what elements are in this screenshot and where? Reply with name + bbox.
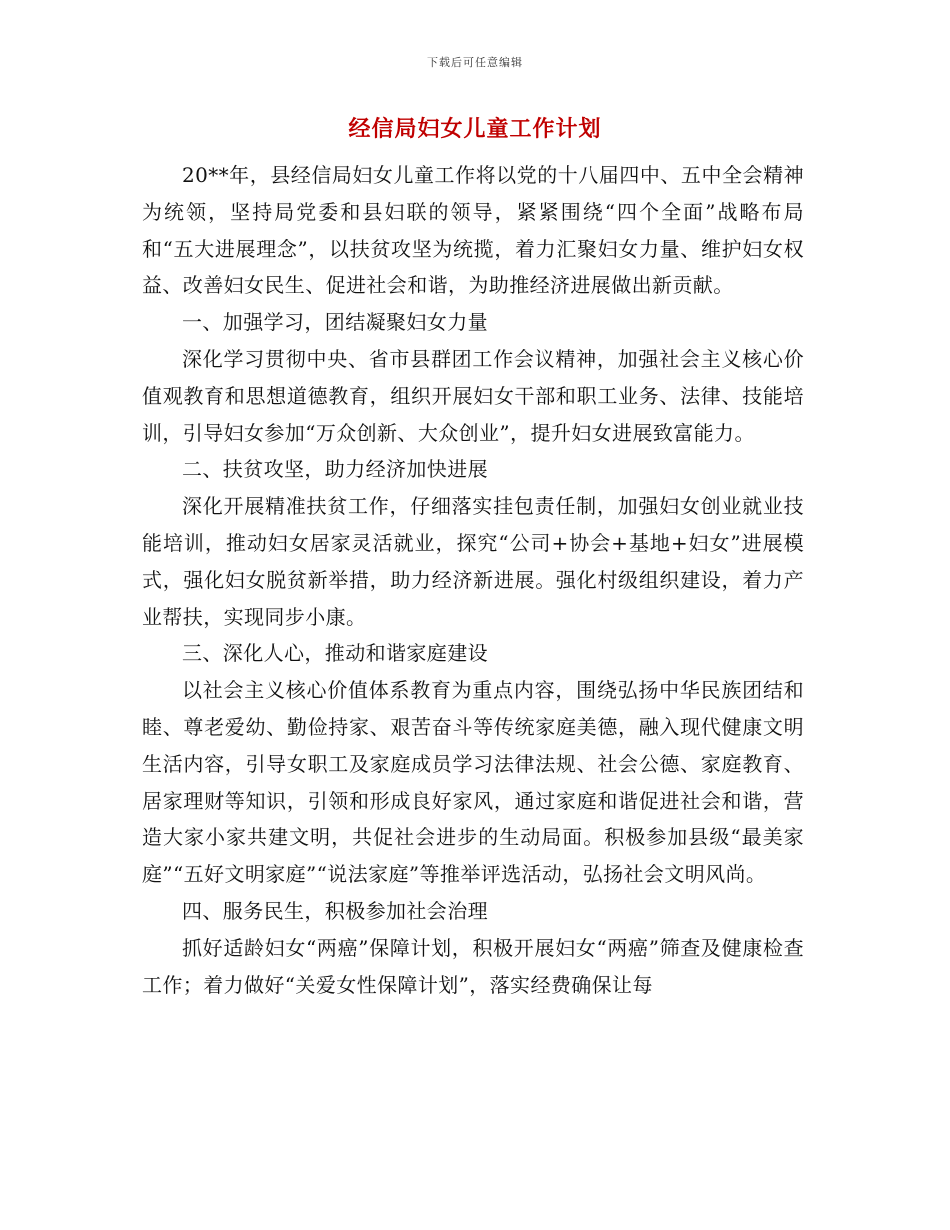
section-heading-2: 二、扶贫攻坚，助力经济加快进展 xyxy=(182,457,488,482)
section-paragraph-1: 深化学习贯彻中央、省市县群团工作会议精神，加强社会主义核心价值观教育和思想道德教育，组织开展妇女干部和职工业务、法律、技能培训，引导妇女参加“万众创新、大众创业”，提升妇女进展致富能力。 xyxy=(142,346,804,445)
section-paragraph-4: 抓好适龄妇女“两癌”保障计划，积极开展妇女“两癌”筛查及健康检查工作；着力做好“关爱女性保障计划”，落实经费确保让每 xyxy=(142,935,804,997)
section-heading-3: 三、深化人心，推动和谐家庭建设 xyxy=(182,641,488,666)
section-heading-4: 四、服务民生，积极参加社会治理 xyxy=(182,898,488,923)
intro-paragraph: 20**年，县经信局妇女儿童工作将以党的十八届四中、五中全会精神为统领，坚持局党委和县妇联的领导，紧紧围绕“四个全面”战略布局和“五大进展理念”，以扶贫攻坚为统揽，着力汇聚妇女力量、维护妇女权益、改善妇女民生、促进社会和谐，为助推经济进展做出新贡献。 xyxy=(142,163,804,298)
section-paragraph-3: 以社会主义核心价值体系教育为重点内容，围绕弘扬中华民族团结和睦、尊老爱幼、勤俭持家、艰苦奋斗等传统家庭美德，融入现代健康文明生活内容，引导女职工及家庭成员学习法律法规、社会公德、家庭教育、居家理财等知识，引领和形成良好家风，通过家庭和谐促进社会和谐，营造大家小家共建文明，共促社会进步的生动局面。积极参加县级“最美家庭”“五好文明家庭”“说法家庭”等推举评选活动，弘扬社会文明风尚。 xyxy=(142,678,804,887)
header-note: 下载后可任意编辑 xyxy=(427,56,523,69)
document-title: 经信局妇女儿童工作计划 xyxy=(348,116,602,142)
document-body xyxy=(142,157,804,1003)
section-paragraph-2: 深化开展精准扶贫工作，仔细落实挂包责任制，加强妇女创业就业技能培训，推动妇女居家灵活就业，探究“公司+协会+基地+妇女”进展模式，强化妇女脱贫新举措，助力经济新进展。强化村级组织建设，着力产业帮扶，实现同步小康。 xyxy=(142,494,804,629)
section-heading-1: 一、加强学习，团结凝聚妇女力量 xyxy=(182,310,488,335)
